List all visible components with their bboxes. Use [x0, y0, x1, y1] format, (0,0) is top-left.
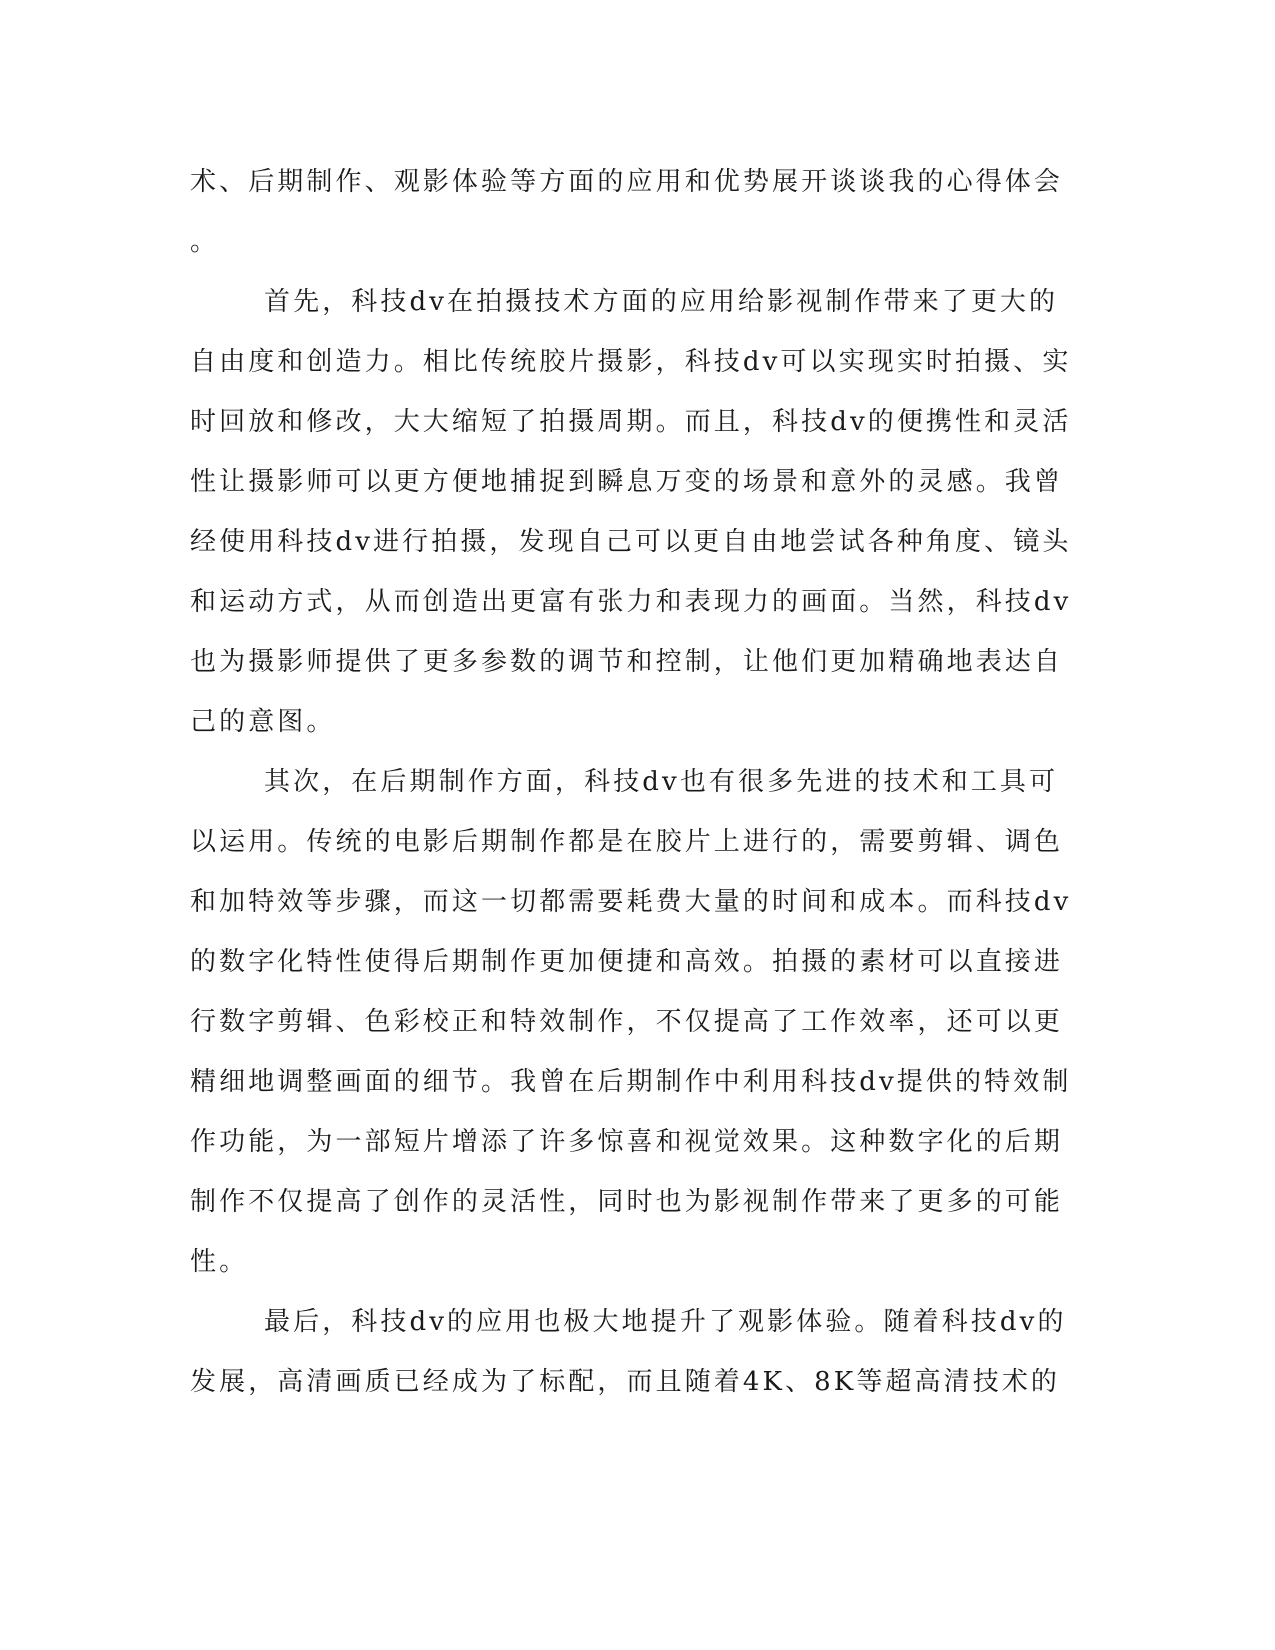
text-line: 的数字化特性使得后期制作更加便捷和高效。拍摄的素材可以直接进	[190, 947, 1064, 977]
text-line: 行数字剪辑、色彩校正和特效制作，不仅提高了工作效率，还可以更	[190, 1007, 1064, 1037]
text-line: 术、后期制作、观影体验等方面的应用和优势展开谈谈我的心得体会	[190, 167, 1064, 197]
paragraph-start-line: 其次，在后期制作方面，科技dv也有很多先进的技术和工具可	[264, 767, 1059, 797]
text-line: 性让摄影师可以更方便地捕捉到瞬息万变的场景和意外的灵感。我曾	[190, 467, 1064, 497]
text-line: 也为摄影师提供了更多参数的调节和控制，让他们更加精确地表达自	[190, 647, 1064, 677]
text-line: 和加特效等步骤，而这一切都需要耗费大量的时间和成本。而科技dv	[190, 887, 1072, 917]
paragraph-start-line: 首先，科技dv在拍摄技术方面的应用给影视制作带来了更大的	[264, 287, 1059, 317]
text-line: 制作不仅提高了创作的灵活性，同时也为影视制作带来了更多的可能	[190, 1187, 1064, 1217]
text-line: 精细地调整画面的细节。我曾在后期制作中利用科技dv提供的特效制	[190, 1067, 1072, 1097]
text-line: 时回放和修改，大大缩短了拍摄周期。而且，科技dv的便携性和灵活	[190, 407, 1072, 437]
text-line: 经使用科技dv进行拍摄，发现自己可以更自由地尝试各种角度、镜头	[190, 527, 1072, 557]
text-line: 发展，高清画质已经成为了标配，而且随着4K、8K等超高清技术的	[190, 1367, 1061, 1397]
text-line: 自由度和创造力。相比传统胶片摄影，科技dv可以实现实时拍摄、实	[190, 347, 1072, 377]
text-line: 作功能，为一部短片增添了许多惊喜和视觉效果。这种数字化的后期	[190, 1127, 1064, 1157]
paragraph-start-line: 最后，科技dv的应用也极大地提升了观影体验。随着科技dv的	[264, 1307, 1067, 1337]
text-line: 和运动方式，从而创造出更富有张力和表现力的画面。当然，科技dv	[190, 587, 1072, 617]
document-body	[190, 162, 1090, 1422]
text-line: 己的意图。	[190, 707, 336, 737]
text-line: 以运用。传统的电影后期制作都是在胶片上进行的，需要剪辑、调色	[190, 827, 1064, 857]
text-line: 。	[190, 227, 220, 257]
text-line: 性。	[190, 1247, 249, 1277]
